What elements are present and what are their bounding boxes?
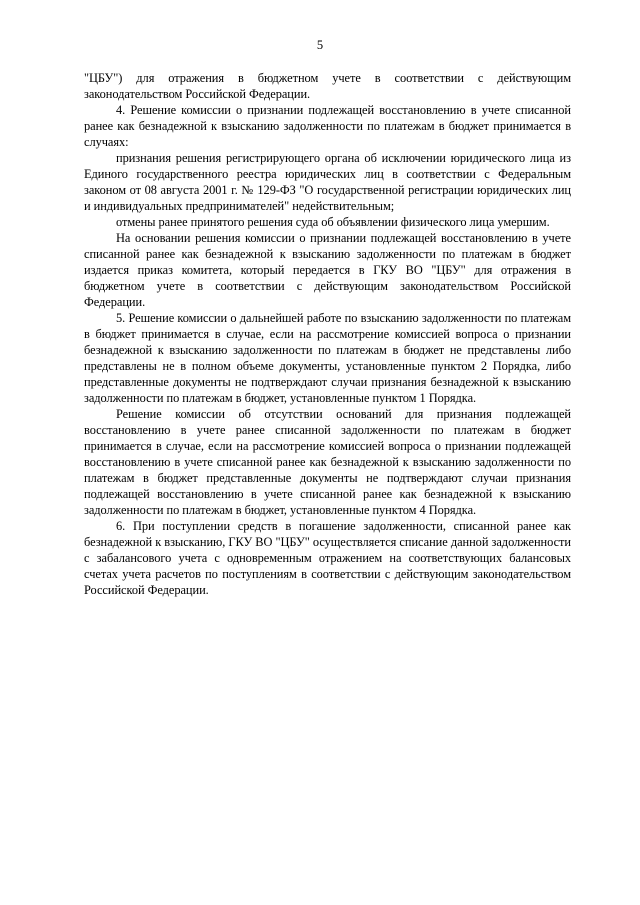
document-body bbox=[84, 70, 571, 598]
paragraph-continuation: "ЦБУ") для отражения в бюджетном учете в соответствии с действующим законодательством Российской Федерации. bbox=[84, 71, 571, 101]
paragraph-no-grounds-decision: Решение комиссии об отсутствии оснований для признания подлежащей восстановлению в учете ранее списанной задолженности по платежам в бюджет принимается в случае, если на рассмотрение комиссией вопроса о признании подлежащей восстановлению в учете списанной ранее как безнадежной к взысканию задолженности по платежам в бюджет представленные документы не подтверждают случаи признания подлежащей восстановлению в учете списанной ранее как безнадежной к взысканию задолженности по платежам в бюджет, установленные пунктом 4 Порядка. bbox=[84, 407, 571, 517]
paragraph-item-5: 5. Решение комиссии о дальнейшей работе по взысканию задолженности по платежам в бюджет принимается в случае, если на рассмотрение комиссией вопроса о признании безнадежной к взысканию задолженности по платежам в бюджет не представлены либо представлены не в полном объеме документы, установленные пунктом 2 Порядка, либо представленные документы не подтверждают случаи признания безнадежной к взысканию задолженности по платежам в бюджет, установленные пунктом 1 Порядка. bbox=[84, 311, 571, 405]
paragraph-order-issued: На основании решения комиссии о признании подлежащей восстановлению в учете списанной ранее как безнадежной к взысканию задолженности по платежам в бюджет издается приказ комитета, который передается в ГКУ ВО "ЦБУ" для отражения в бюджетном учете в соответствии с действующим законодательством Российской Федерации. bbox=[84, 231, 571, 309]
page-number: 5 bbox=[316, 38, 324, 52]
paragraph-item-6: 6. При поступлении средств в погашение задолженности, списанной ранее как безнадежной к взысканию, ГКУ ВО "ЦБУ" осуществляется списание данной задолженности с забалансового учета с одновременным отражением на соответствующих балансовых счетах учета расчетов по поступлениям в соответствии с действующим законодательством Российской Федерации. bbox=[84, 519, 571, 597]
paragraph-item-4: 4. Решение комиссии о признании подлежащей восстановлению в учете списанной ранее как безнадежной к взысканию задолженности по платежам в бюджет принимается в случаях: bbox=[84, 103, 571, 149]
paragraph-case-registration-invalid: признания решения регистрирующего органа об исключении юридического лица из Единого государственного реестра юридических лиц в соответствии с Федеральным законом от 08 августа 2001 г. № 129-ФЗ "О государственной регистрации юридических лиц и индивидуальных предпринимателей" недействительным; bbox=[84, 151, 571, 213]
paragraph-case-court-decision-cancelled: отмены ранее принятого решения суда об объявлении физического лица умершим. bbox=[116, 215, 550, 229]
